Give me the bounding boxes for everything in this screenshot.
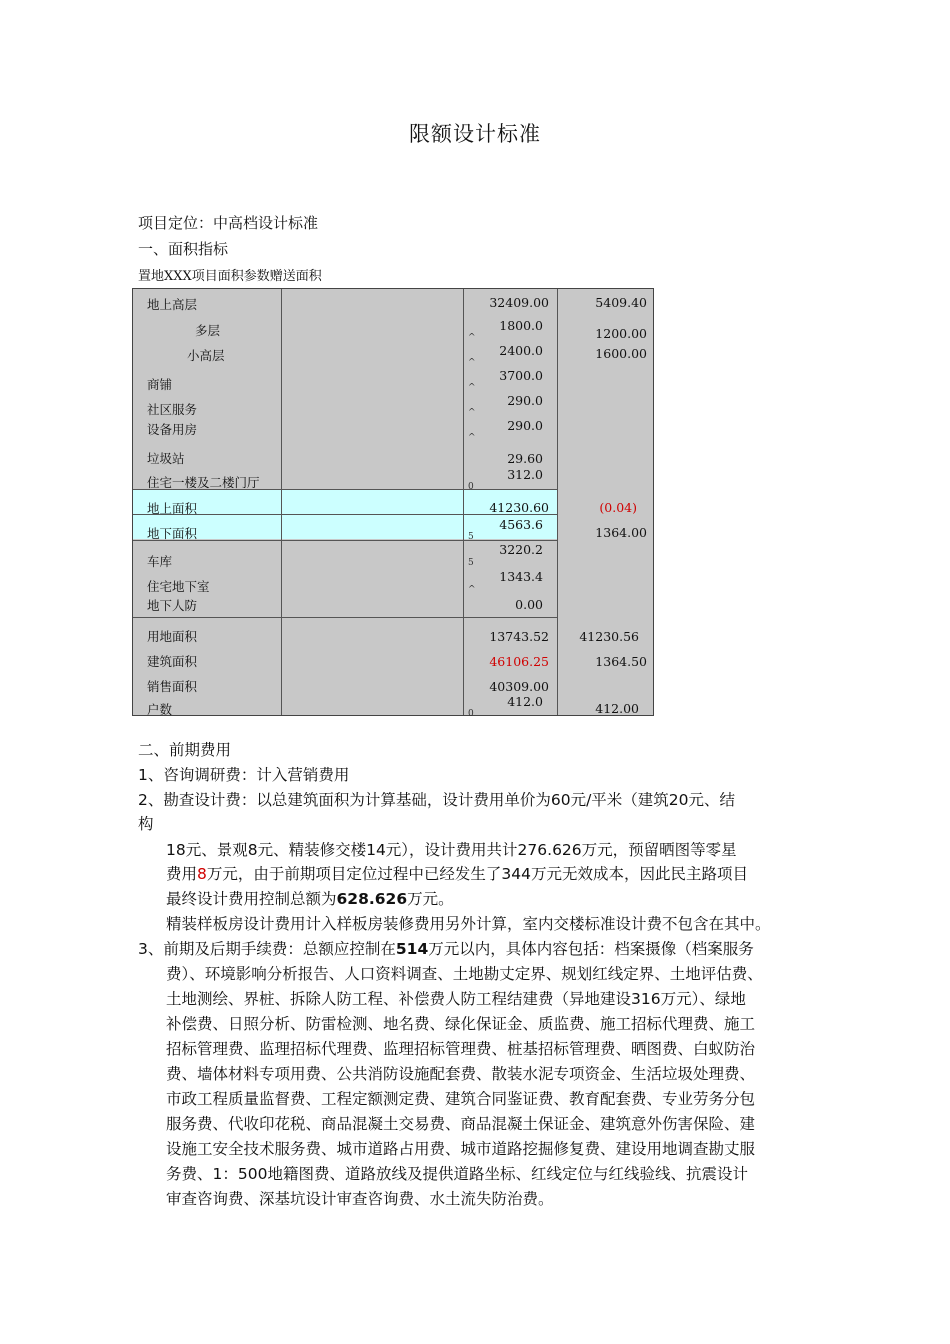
row-label: 地下人防 [147,598,198,613]
row-value: 2400.0 [499,343,543,358]
item2-line: 18元、景观8元、精装修交楼14元），设计费用共计276.626万元，预留晒图等零星 [166,841,737,859]
row-value: 29.60 [507,451,543,466]
row-value: 412.0 [507,694,543,709]
row-value-2: 5409.40 [595,295,647,310]
item3-line: 设施工安全技术服务费、城市道路占用费、城市道路挖掘修复费、建设用地调查勘丈服 [166,1140,756,1158]
item3-line: 土地测绘、界桩、拆除人防工程、补偿费人防工程结建费（异地建设316万元）、绿地 [166,990,746,1008]
row-value: 3220.2 [499,542,543,557]
item3-line: 市政工程质量监督费、工程定额测定费、建筑合同鉴证费、教育配套费、专业劳务分包 [166,1090,756,1108]
row-label: 商铺 [147,377,173,392]
row-value: 4563.6 [499,517,543,532]
item3-line: 费）、环境影响分析报告、人口资料调查、土地勘丈定界、规划红线定界、土地评估费、 [166,965,763,983]
row-value-2: 1600.00 [595,346,647,361]
glyph-fragment: 5 [468,558,474,568]
glyph-fragment: 0 [468,709,474,719]
row-label: 用地面积 [147,629,198,644]
row-label: 销售面积 [147,679,198,694]
glyph-fragment: ^ [468,433,476,443]
row-label: 建筑面积 [147,654,198,669]
row-label: 垃圾站 [147,451,185,466]
section2-heading: 二、前期费用 [138,741,232,759]
row-value-2: 1200.00 [595,326,647,341]
row-value: 32409.00 [489,295,549,310]
row-label: 设备用房 [147,422,198,437]
row-label: 多层 [195,323,221,338]
area-table [132,288,654,719]
item3-line: 招标管理费、监理招标代理费、监理招标管理费、桩基招标管理费、晒图费、白蚁防治 [166,1040,756,1058]
glyph-fragment: ^ [468,333,476,343]
item2-line: 最终设计费用控制总额为628.626万元。 [166,890,454,908]
item3-line: 补偿费、日照分析、防雷检测、地名费、绿化保证金、质监费、施工招标代理费、施工 [166,1015,756,1033]
row-label: 住宅一楼及二楼门厅 [147,475,260,490]
item3-line: 审查咨询费、深基坑设计审查咨询费、水土流失防治费。 [166,1190,554,1208]
page-title: 限额设计标准 [409,122,541,146]
row-label: 车库 [147,554,173,569]
row-value: 290.0 [507,393,543,408]
row-label: 地上面积 [147,501,198,516]
table-caption: 置地XXX项目面积参数赠送面积 [138,269,322,284]
row-label: 小高层 [187,348,225,363]
row-label: 社区服务 [147,402,198,417]
item3-line: 3、前期及后期手续费：总额应控制在514万元以内，具体内容包括：档案摄像（档案服务 [138,940,754,958]
row-value: 40309.00 [489,679,549,694]
row-value-2: (0.04) [599,500,637,515]
row-label: 住宅地下室 [147,579,210,594]
item3-line: 费、墙体材料专项用费、公共消防设施配套费、散装水泥专项资金、生活垃圾处理费、 [166,1065,756,1083]
row-value: 1343.4 [499,569,543,584]
item3-line: 服务费、代收印花税、商品混凝土交易费、商品混凝土保证金、建筑意外伤害保险、建 [166,1115,756,1133]
row-value: 0.00 [515,597,543,612]
row-label: 户数 [147,702,173,717]
row-label: 地下面积 [147,526,198,541]
row-value: 1800.0 [499,318,543,333]
glyph-fragment: ^ [468,585,476,595]
glyph-fragment: ^ [468,408,476,418]
row-value: 13743.52 [489,629,549,644]
row-value: 41230.60 [489,500,549,515]
row-value-2: 1364.00 [595,525,647,540]
item2-line: 2、勘查设计费：以总建筑面积为计算基础，设计费用单价为60元/平米（建筑20元、结 [138,791,736,809]
row-value-2: 412.00 [595,701,639,716]
item1: 1、咨询调研费：计入营销费用 [138,766,350,784]
section1-heading: 一、面积指标 [138,240,229,258]
glyph-fragment: ^ [468,358,476,368]
item3-line: 务费、1：500地籍图费、道路放线及提供道路坐标、红线定位与红线验线、抗震设计 [166,1165,748,1183]
item2-line: 构 [138,815,154,833]
glyph-fragment: 5 [468,532,474,542]
row-value: 3700.0 [499,368,543,383]
item2-line: 精装样板房设计费用计入样板房装修费用另外计算，室内交楼标准设计费不包含在其中。 [166,915,771,933]
glyph-fragment: 0 [468,482,474,492]
row-value-2: 41230.56 [579,629,639,644]
row-value: 46106.25 [489,654,549,669]
glyph-fragment: ^ [468,383,476,393]
project-position: 项目定位：中高档设计标准 [138,214,319,232]
row-value: 290.0 [507,418,543,433]
item2-line: 费用8万元，由于前期项目定位过程中已经发生了344万元无效成本，因此民主路项目 [166,865,748,883]
row-label: 地上高层 [147,297,198,312]
row-value: 312.0 [507,467,543,482]
row-value-2: 1364.50 [595,654,647,669]
